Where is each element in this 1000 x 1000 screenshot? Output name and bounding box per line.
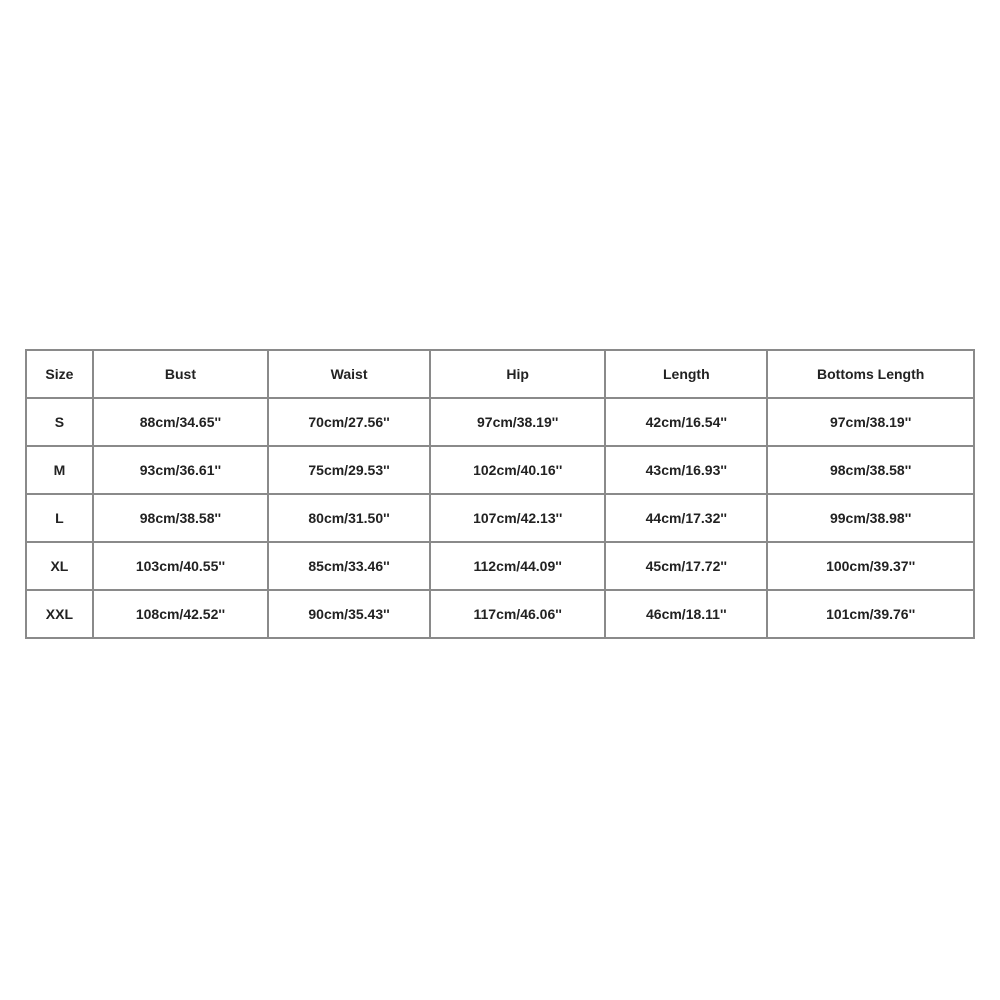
table-row — [26, 590, 974, 638]
length-cell: 44cm/17.32'' — [605, 494, 767, 542]
bust-cell: 103cm/40.55'' — [93, 542, 268, 590]
hip-cell: 112cm/44.09'' — [430, 542, 605, 590]
header-size: Size — [26, 350, 93, 398]
bottoms-length-cell: 99cm/38.98'' — [767, 494, 974, 542]
size-chart-header — [26, 350, 974, 398]
size-cell: XL — [26, 542, 93, 590]
size-chart-body — [26, 398, 974, 638]
bust-cell: 88cm/34.65'' — [93, 398, 268, 446]
table-row — [26, 398, 974, 446]
table-row — [26, 494, 974, 542]
bust-cell: 98cm/38.58'' — [93, 494, 268, 542]
waist-cell: 80cm/31.50'' — [268, 494, 430, 542]
header-bust: Bust — [93, 350, 268, 398]
hip-cell: 97cm/38.19'' — [430, 398, 605, 446]
bottoms-length-cell: 100cm/39.37'' — [767, 542, 974, 590]
table-row — [26, 542, 974, 590]
header-hip: Hip — [430, 350, 605, 398]
header-waist: Waist — [268, 350, 430, 398]
length-cell: 46cm/18.11'' — [605, 590, 767, 638]
header-bottoms-length: Bottoms Length — [767, 350, 974, 398]
length-cell: 45cm/17.72'' — [605, 542, 767, 590]
length-cell: 43cm/16.93'' — [605, 446, 767, 494]
hip-cell: 117cm/46.06'' — [430, 590, 605, 638]
size-cell: M — [26, 446, 93, 494]
waist-cell: 75cm/29.53'' — [268, 446, 430, 494]
length-cell: 42cm/16.54'' — [605, 398, 767, 446]
bottoms-length-cell: 101cm/39.76'' — [767, 590, 974, 638]
header-length: Length — [605, 350, 767, 398]
size-cell: S — [26, 398, 93, 446]
hip-cell: 102cm/40.16'' — [430, 446, 605, 494]
bottoms-length-cell: 97cm/38.19'' — [767, 398, 974, 446]
bust-cell: 108cm/42.52'' — [93, 590, 268, 638]
waist-cell: 70cm/27.56'' — [268, 398, 430, 446]
table-row — [26, 446, 974, 494]
waist-cell: 85cm/33.46'' — [268, 542, 430, 590]
bust-cell: 93cm/36.61'' — [93, 446, 268, 494]
header-row — [26, 350, 974, 398]
size-cell: L — [26, 494, 93, 542]
waist-cell: 90cm/35.43'' — [268, 590, 430, 638]
size-chart-table — [25, 349, 975, 639]
bottoms-length-cell: 98cm/38.58'' — [767, 446, 974, 494]
hip-cell: 107cm/42.13'' — [430, 494, 605, 542]
size-cell: XXL — [26, 590, 93, 638]
